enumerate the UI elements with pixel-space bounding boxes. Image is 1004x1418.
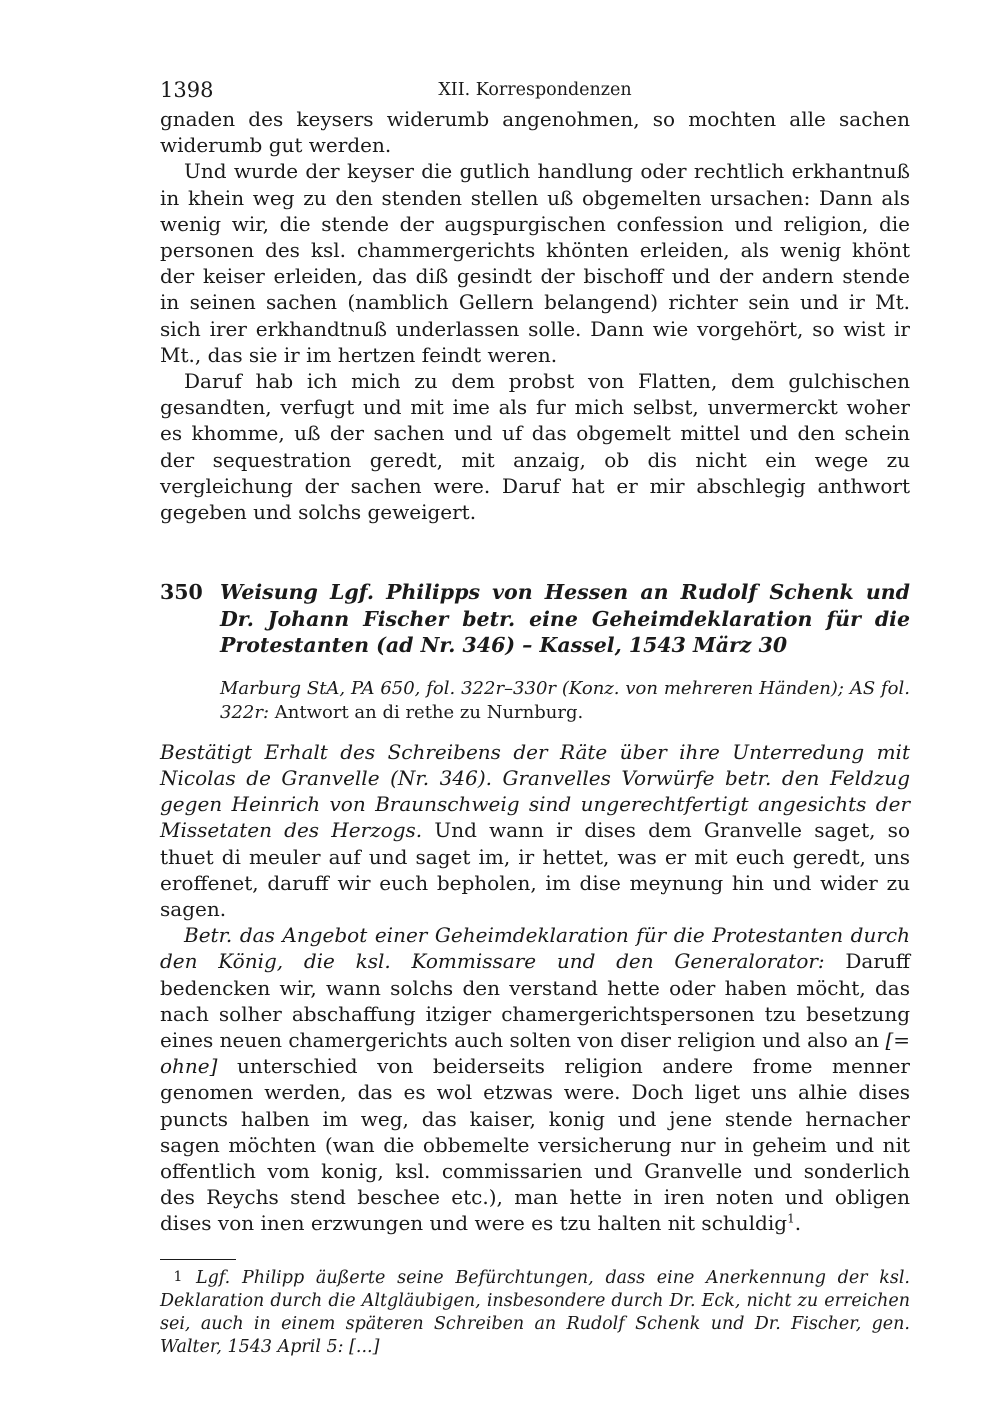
- paragraph-geheimdeklaration: [160, 922, 910, 1236]
- running-title: XII. Korrespondenzen: [438, 80, 632, 100]
- footnote-divider: [160, 1259, 236, 1260]
- document-title: Weisung Lgf. Philipps von Hessen an Rudolf Schenk und Dr. Johann Fischer betr. eine Geheimdeklaration für die Protestanten (ad Nr. 346) – Kassel, 1543 März 30: [220, 580, 910, 658]
- paragraph-continued: gnaden des keysers widerumb angenohmen, so mochten alle sachen widerumb gut werden.: [160, 107, 910, 158]
- source-note: [220, 677, 910, 725]
- text-geheimdeklaration-a: Daruff bedencken wir, wann solchs den verstand hette oder haben möcht, das nach solher abschaffung itziger chamergerichtspersonen tzu besetzung eines neuen chamergerichts auch solten von diser religion und also an: [160, 949, 911, 1052]
- document-number: 350: [160, 580, 203, 605]
- footnote-text: Lgf. Philipp äußerte seine Befürchtungen, dass eine Anerkennung der ksl. Deklaration durch die Altgläubigen, insbesondere durch Dr. Eck, nicht zu erreichen sei, auch in einem späteren Schreiben an Rudolf Schenk und Dr. Fischer, gen. Walter, 1543 April 5: [...]: [160, 1267, 910, 1357]
- summary-granvelle: Bestätigt Erhalt des Schreibens der Räte über ihre Unterredung mit Nicolas de Granvelle (Nr. 346). Granvelles Vorwürfe betr. den Feldzug gegen Heinrich von Braunschweig sind ungerechtfertigt angesichts der Missetaten des Herzogs.: [160, 739, 910, 843]
- source-archive: Marburg StA, PA 650, fol. 322r–330r (Konz. von mehreren Händen); AS fol. 322r:: [220, 677, 910, 723]
- text-granvelle: Und wann ir dises dem Granvelle saget, so thuet di meuler auf und saget im, ir hettet, was er mit euch geredt, uns eroffenet, daruff wir euch bepholen, im dise meynung hin und wider zu sagen.: [160, 818, 910, 921]
- footnote: [160, 1266, 910, 1359]
- paragraph-flatten: Daruf hab ich mich zu dem probst von Flatten, dem gulchischen gesandten, verfugt und mit ime als fur mich selbst, unvermerckt woher es khomme, uß der sachen und uf das obgemelt mittel und den schein der sequestration geredt, mit anzaig, ob dis nicht ein wege zu vergleichung der sachen were. Daruf hat er mir abschlegig anthwort gegeben und solchs geweigert.: [160, 369, 910, 525]
- paragraph-granvelle: [160, 739, 910, 922]
- text-end: .: [794, 1211, 802, 1236]
- paragraph-keyser: Und wurde der keyser die gutlich handlung oder rechtlich erkhantnuß in khein weg zu den stenden stellen uß obgemelten ursachen: Dann als wenig wir, die stende der augspurgischen confession und religion, die personen des ksl. chammergerichts khönten erleiden, als wenig khönt der keiser erleiden, das diß gesindt der bischoff und der andern stende in seinen sachen (namblich Gellern belangend) richter sein und ir Mt. sich irer erkhandtnuß underlassen solle. Dann wie vorgehört, so wist ir Mt., das sie ir im hertzen feindt weren.: [160, 159, 910, 367]
- source-endorsement: Antwort an di rethe zu Nurnburg.: [274, 701, 584, 723]
- summary-geheimdeklaration: Betr. das Angebot einer Geheimdeklaration für die Protestanten durch den König, die ksl. Kommissare und den Generalorator:: [160, 923, 910, 974]
- footnote-reference[interactable]: 1: [787, 1211, 795, 1226]
- footnote-marker: 1: [173, 1268, 183, 1285]
- page-header: [160, 78, 910, 106]
- page: [160, 78, 910, 1359]
- text-geheimdeklaration-b: unterschied von beiderseits religion andere frome menner genomen werden, das es wol etzwas were. Doch liget uns alhie dises puncts halben im weg, das kaiser, konig und jene stende hernacher sagen möchten (wan die obbemelte versicherung nur in geheim und nit offentlich vom konig, ksl. commissarien und Granvelle und sonderlich des Reychs stend beschee etc.), man hette in iren noten und obligen dises von inen erzwungen und were es tzu halten nit schuldig: [160, 1054, 910, 1236]
- document-heading: [160, 579, 910, 659]
- editorial-note: [= ohne]: [160, 1027, 910, 1079]
- page-number: 1398: [160, 78, 214, 102]
